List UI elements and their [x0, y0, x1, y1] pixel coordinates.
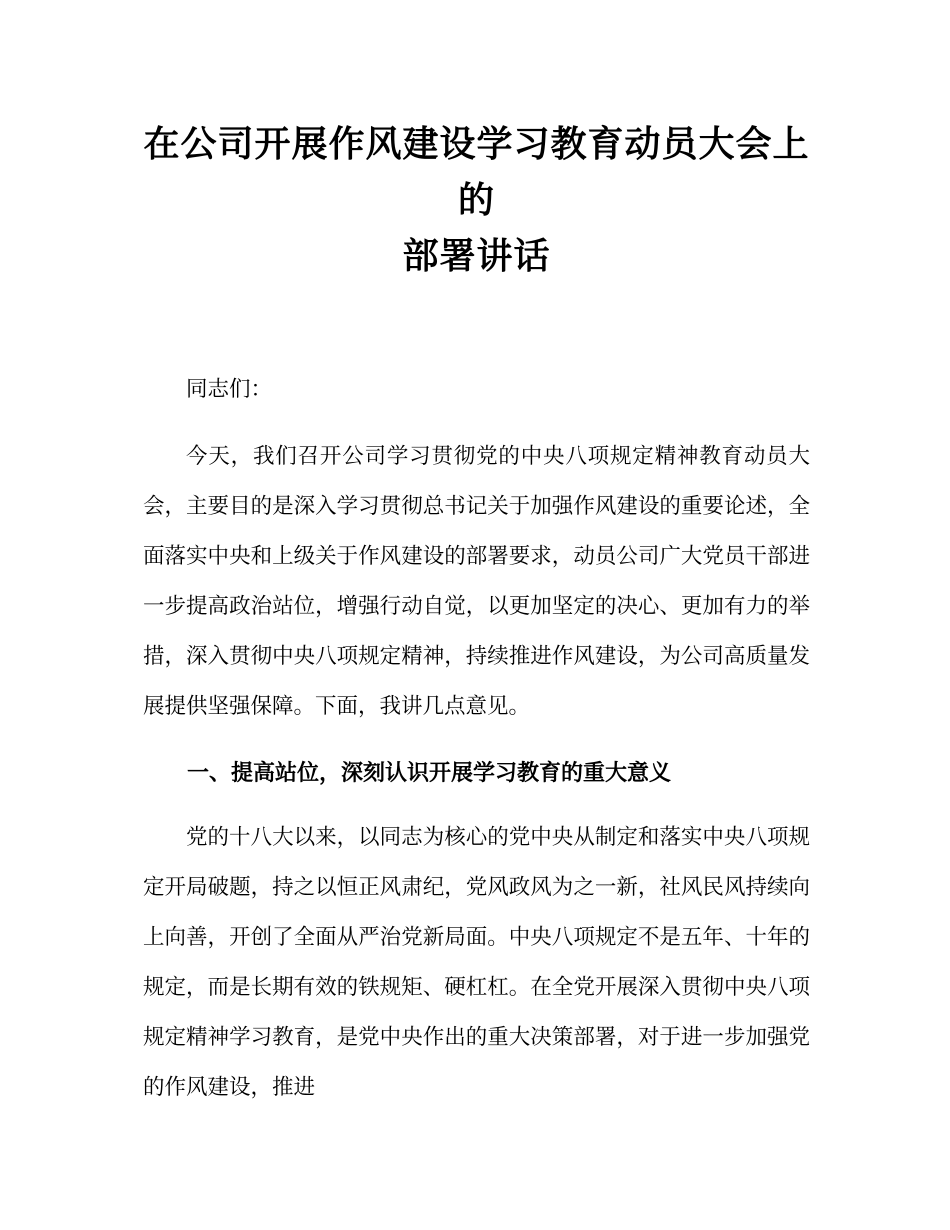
paragraph-salutation: 同志们： [186, 377, 273, 401]
document-title-line-2: 部署讲话 [402, 235, 551, 276]
paragraph-introduction: 今天，我们召开公司学习贯彻党的中央八项规定精神教育动员大会，主要目的是深入学习贯彻总书记关于加强作风建设的重要论述，全面落实中央和上级关于作风建设的部署要求，动员公司广大党员干部进一步提高政治站位，增强行动自觉，以更加坚定的决心、更加有力的举措，深入贯彻中央八项规定精神，持续推进作风建设，为公司高质量发展提供坚强保障。下面，我讲几点意见。 [143, 444, 810, 718]
paragraph-section-1-body: 党的十八大以来，以同志为核心的党中央从制定和落实中央八项规定开局破题，持之以恒正风肃纪，党风政风为之一新，社风民风持续向上向善，开创了全面从严治党新局面。中央八项规定不是五年、十年的规定，而是长期有效的铁规矩、硬杠杠。在全党开展深入贯彻中央八项规定精神学习教育，是党中央作出的重大决策部署，对于进一步加强党的作风建设，推进 [143, 825, 810, 1099]
document-body [143, 364, 810, 1112]
section-heading-1: 一、提高站位，深刻认识开展学习教育的重大意义 [187, 760, 672, 785]
document-title [143, 116, 810, 284]
document-title-line-1: 在公司开展作风建设学习教育动员大会上的 [143, 123, 810, 220]
